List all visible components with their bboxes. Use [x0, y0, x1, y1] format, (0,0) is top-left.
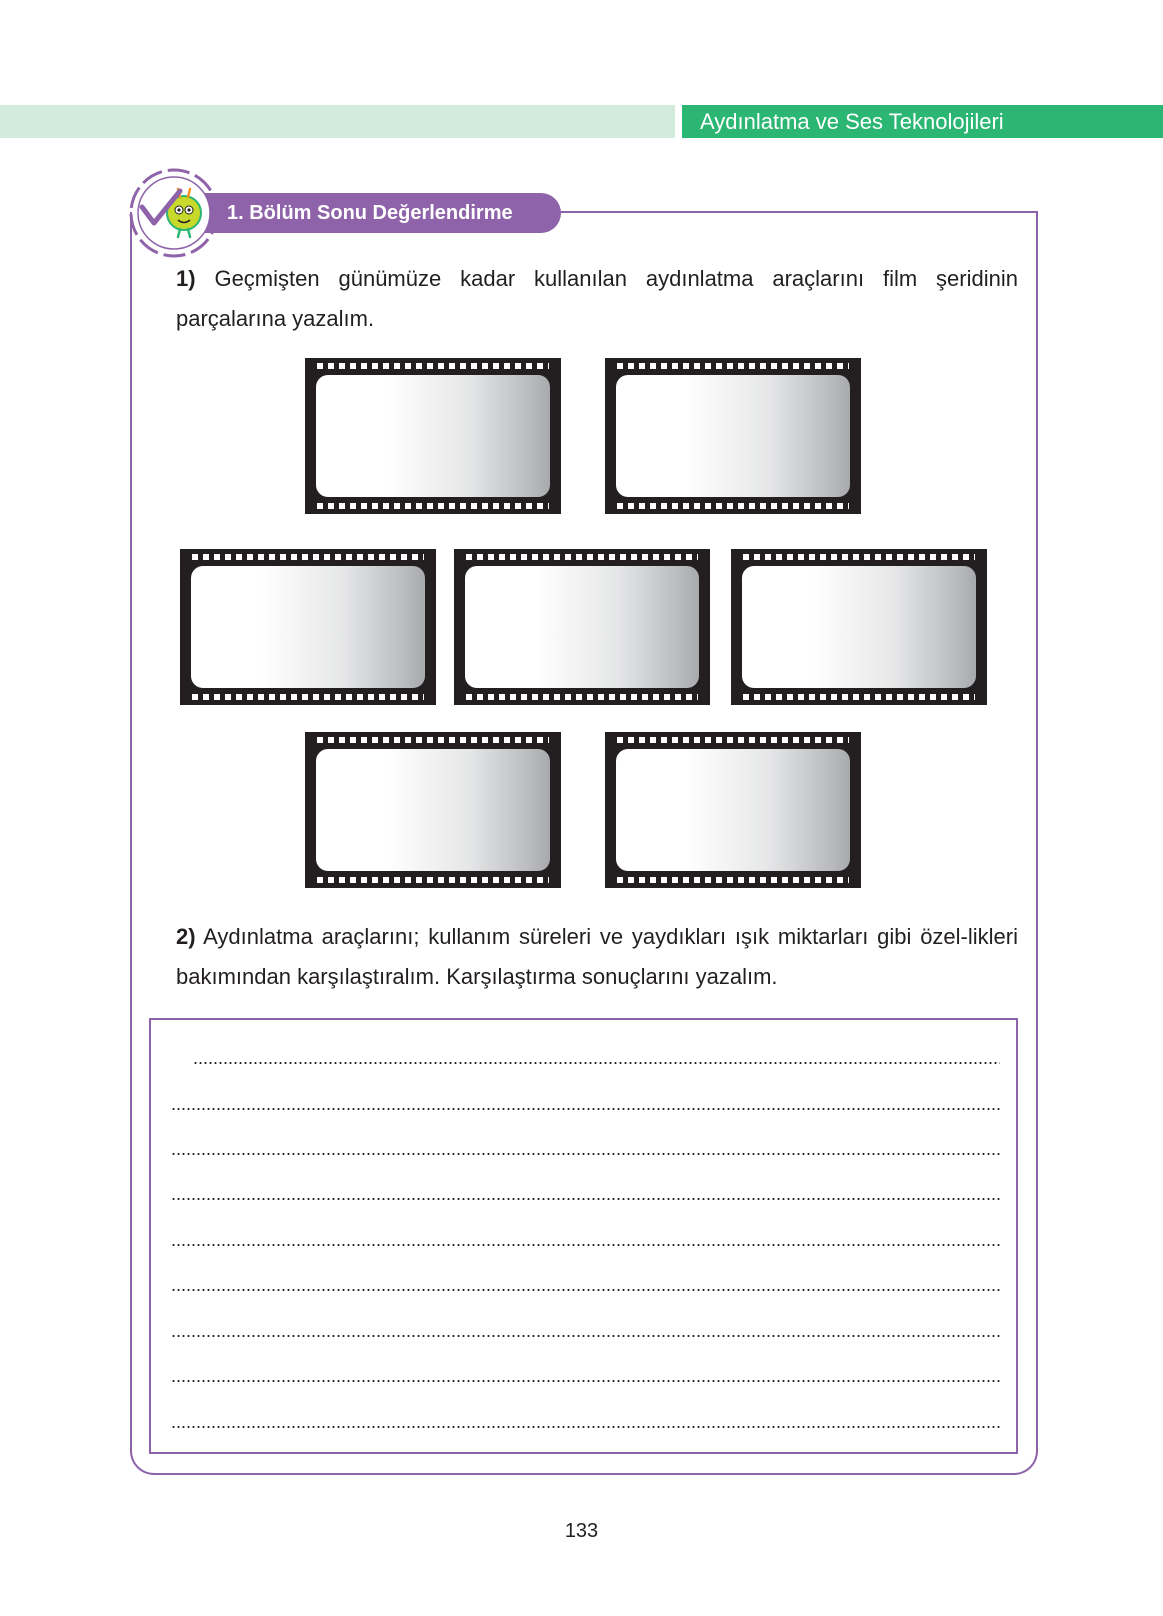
- film-sprocket-holes: [466, 694, 698, 700]
- film-frame[interactable]: [305, 358, 561, 514]
- film-frame-writing-area[interactable]: [616, 375, 850, 497]
- answer-line[interactable]: [171, 1108, 1000, 1110]
- film-frame[interactable]: [731, 549, 987, 705]
- page-number: 133: [564, 1520, 599, 1542]
- answer-line[interactable]: [171, 1335, 1000, 1337]
- frame-corner: [1036, 211, 1038, 223]
- film-sprocket-holes: [743, 694, 975, 700]
- answer-line[interactable]: [171, 1244, 1000, 1246]
- film-sprocket-holes: [617, 503, 849, 509]
- film-sprocket-holes: [617, 363, 849, 369]
- header-band: [0, 105, 675, 138]
- film-frame-writing-area[interactable]: [316, 375, 550, 497]
- question-1-text: Geçmişten günümüze kadar kullanılan aydınlatma araçlarını film şeridinin parçalarına yazalım.: [176, 266, 1018, 331]
- checkmark-emblem-icon: [128, 167, 220, 259]
- question-1: [148, 259, 1018, 339]
- film-frame[interactable]: [180, 549, 436, 705]
- film-sprocket-holes: [617, 737, 849, 743]
- film-sprocket-holes: [317, 737, 549, 743]
- section-title: 1. Bölüm Sonu Değerlendirme: [205, 193, 561, 233]
- question-1-number: 1): [176, 266, 196, 291]
- answer-line[interactable]: [171, 1380, 1000, 1382]
- answer-line[interactable]: [171, 1198, 1000, 1200]
- answer-box[interactable]: [149, 1018, 1018, 1454]
- film-sprocket-holes: [317, 877, 549, 883]
- film-frame[interactable]: [605, 358, 861, 514]
- frame-top-border: [555, 211, 1038, 213]
- film-frame-writing-area[interactable]: [616, 749, 850, 871]
- answer-line[interactable]: [171, 1426, 1000, 1428]
- answer-line[interactable]: [171, 1153, 1000, 1155]
- question-2: [148, 917, 1018, 997]
- film-frame[interactable]: [454, 549, 710, 705]
- film-frame-writing-area[interactable]: [742, 566, 976, 688]
- film-sprocket-holes: [317, 363, 549, 369]
- film-sprocket-holes: [743, 554, 975, 560]
- film-frame-writing-area[interactable]: [465, 566, 699, 688]
- film-frame[interactable]: [605, 732, 861, 888]
- film-sprocket-holes: [617, 877, 849, 883]
- film-sprocket-holes: [192, 554, 424, 560]
- film-frame[interactable]: [305, 732, 561, 888]
- film-sprocket-holes: [317, 503, 549, 509]
- answer-line[interactable]: [193, 1062, 1000, 1064]
- question-2-text: Aydınlatma araçlarını; kullanım süreleri ve yaydıkları ışık miktarları gibi özel-likleri bakımından karşılaştıralım. Karşılaştırma sonuçlarını yazalım.: [176, 924, 1018, 989]
- film-frame-writing-area[interactable]: [191, 566, 425, 688]
- film-sprocket-holes: [192, 694, 424, 700]
- film-frame-writing-area[interactable]: [316, 749, 550, 871]
- chapter-title: Aydınlatma ve Ses Teknolojileri: [682, 105, 1163, 138]
- answer-line[interactable]: [171, 1289, 1000, 1291]
- question-2-number: 2): [176, 924, 196, 949]
- film-sprocket-holes: [466, 554, 698, 560]
